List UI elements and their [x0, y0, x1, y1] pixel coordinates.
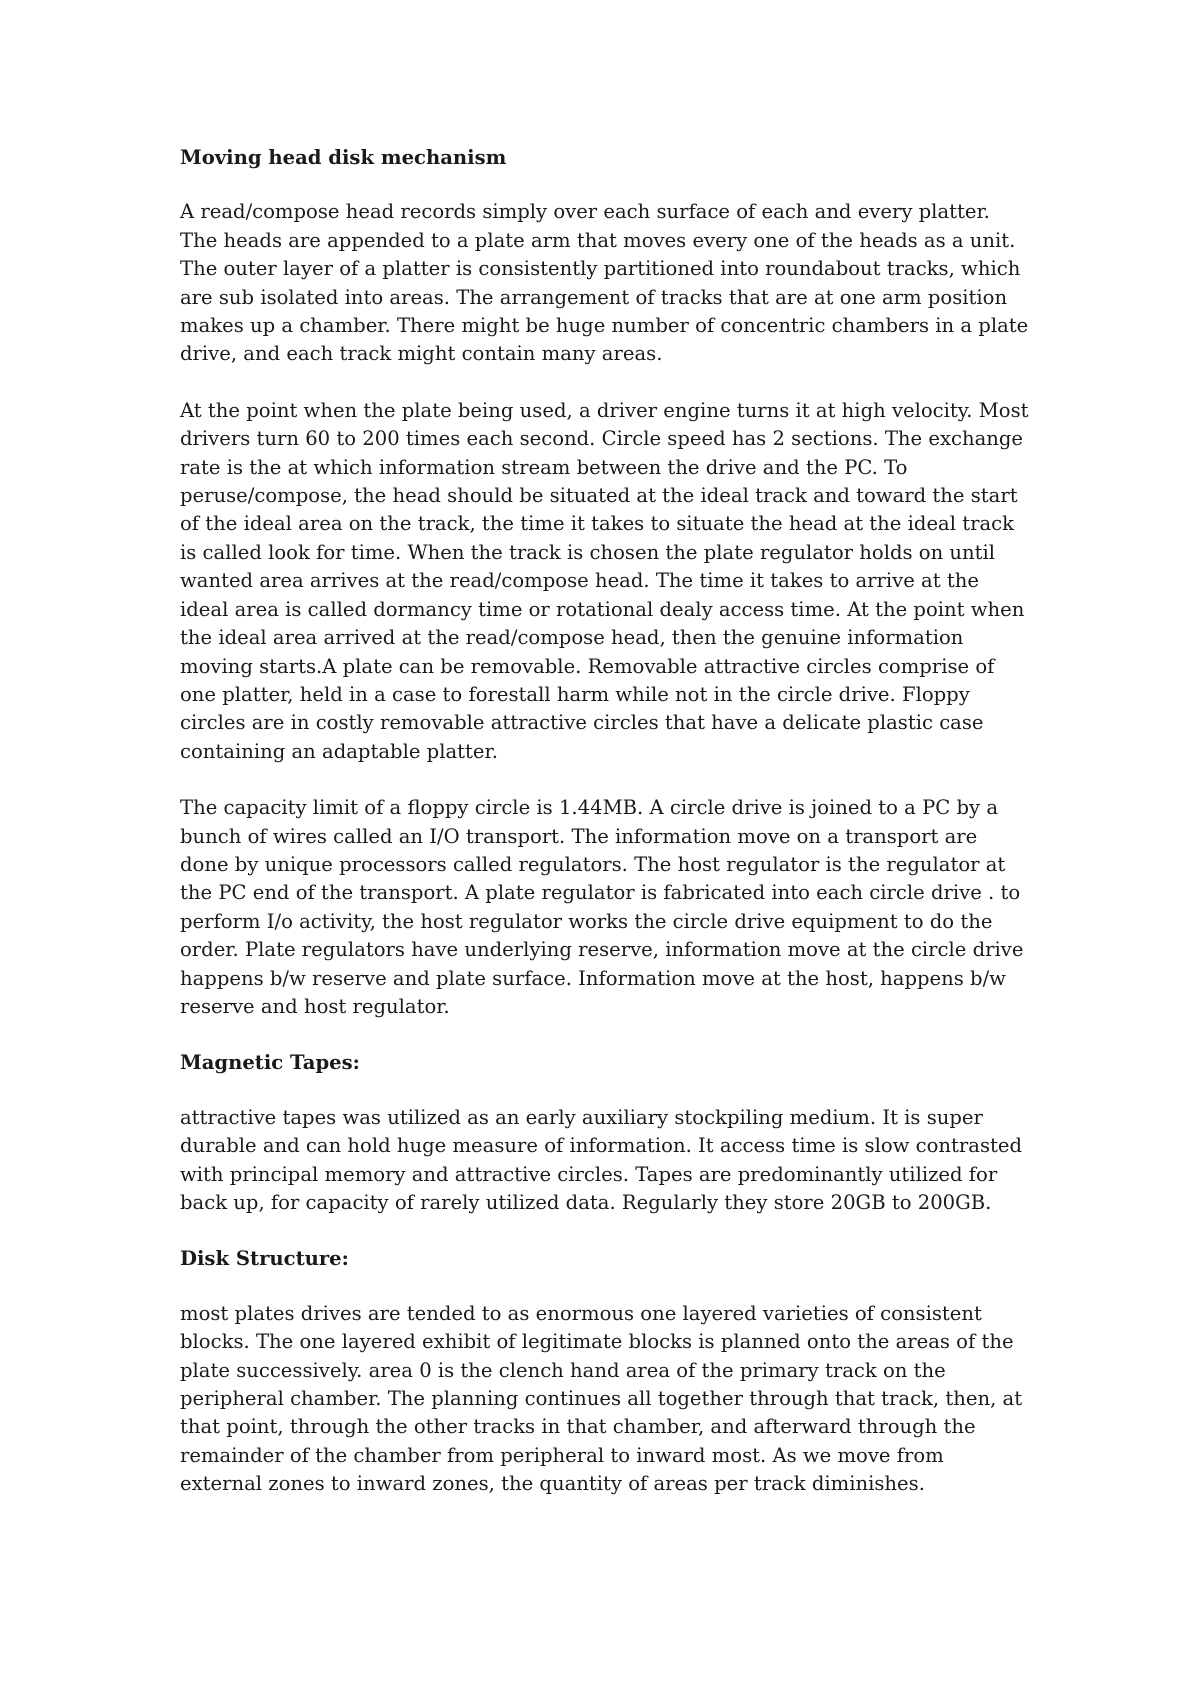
section-heading-moving-head: Moving head disk mechanism: [180, 146, 507, 169]
section-heading-magnetic-tapes: Magnetic Tapes:: [180, 1051, 360, 1075]
paragraph: The capacity limit of a floppy circle is 1.44MB. A circle drive is joined to a PC by a bunch of wires called an I/O transport. The information move on a transport are done by unique processors called regulators. The host regulator is the regulator at the PC end of the transport. A plate regulator is fabricated into each circle drive . to perform I/o activity, the host regulator works the circle drive equipment to do the order. Plate regulators have underlying reserve, information move at the circle drive happens b/w reserve and plate surface. Information move at the host, happens b/w reserve and host regulator.: [180, 796, 1024, 1018]
paragraph: A read/compose head records simply over each surface of each and every platter. The heads are appended to a plate arm that moves every one of the heads as a unit. The outer layer of a platter is consistently partitioned into roundabout tracks, which are sub isolated into areas. The arrangement of tracks that are at one arm position makes up a chamber. There might be huge number of concentric chambers in a plate drive, and each track might contain many areas.: [180, 200, 1029, 366]
paragraph: attractive tapes was utilized as an early auxiliary stockpiling medium. It is super durable and can hold huge measure of information. It access time is slow contrasted with principal memory and attractive circles. Tapes are predominantly utilized for back up, for capacity of rarely utilized data. Regularly they store 20GB to 200GB.: [180, 1105, 1023, 1214]
paragraph: At the point when the plate being used, a driver engine turns it at high velocity. Most drivers turn 60 to 200 times each second. Circle speed has 2 sections. The exchange rate is the at which information stream between the drive and the PC. To peruse/compose, the head should be situated at the ideal track and toward the start of the ideal area on the track, the time it takes to situate the head at the ideal track is called look for time. When the track is chosen the plate regulator holds on until wanted area arrives at the read/compose head. The time it takes to arrive at the ideal area is called dormancy time or rotational dealy access time. At the point when the ideal area arrived at the read/compose head, then the genuine information moving starts.A plate can be removable. Removable attractive circles comprise of one platter, held in a case to forestall harm while not in the circle drive. Floppy circles are in costly removable attractive circles that have a delicate plastic case containing an adaptable platter.: [180, 398, 1029, 763]
section-heading-disk-structure: Disk Structure:: [180, 1247, 349, 1271]
document-body: [180, 144, 1030, 1499]
paragraph: most plates drives are tended to as enormous one layered varieties of consistent blocks. The one layered exhibit of legitimate blocks is planned onto the areas of the plate successively. area 0 is the clench hand area of the primary track on the peripheral chamber. The planning continues all together through that track, then, at that point, through the other tracks in that chamber, and afterward through the remainder of the chamber from peripheral to inward most. As we move from external zones to inward zones, the quantity of areas per track diminishes.: [180, 1301, 1023, 1496]
